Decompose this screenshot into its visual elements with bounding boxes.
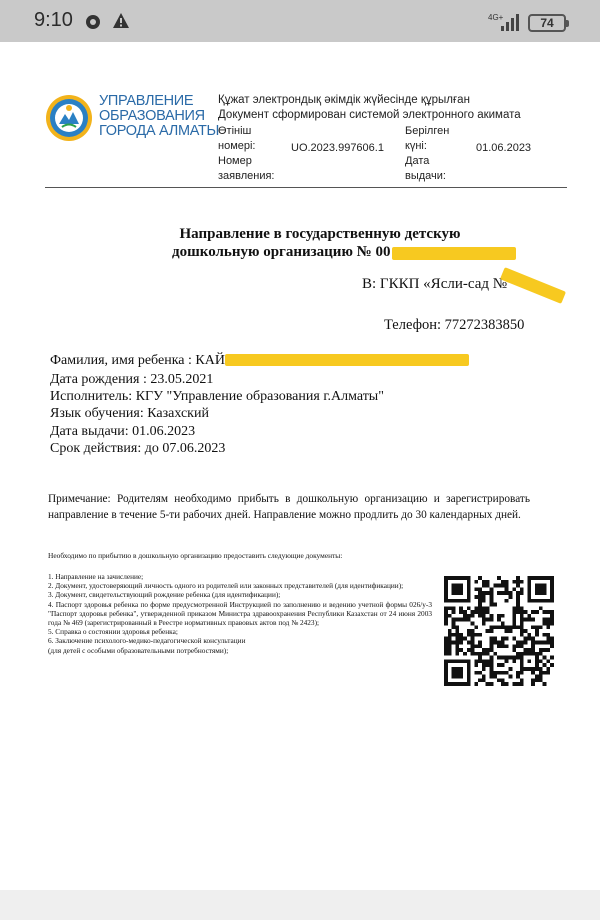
list-item: 3. Документ, свидетельствующий рождение ребенка (для идентификации);: [48, 590, 281, 600]
list-item: 4. Паспорт здоровья ребенка по форме предусмотренной Инструкцией по заполнению и ведению учетной формы 026/у-3 "Паспорт здоровья ребенка", утвержденной приказом Министра здравоохранения Республики Казахстан от 24 июня 2003 года № 469 (зарегистрированный в Реестре нормативных правовых актов под № 2423);: [48, 599, 432, 628]
application-number-value: UO.2023.997606.1: [291, 142, 384, 154]
battery-tip: [566, 20, 569, 27]
network-type: 4G+: [488, 13, 504, 22]
list-item: 5. Справка о состоянии здоровья ребенка;: [48, 627, 178, 637]
system-note-ru: Документ сформирован системой электронного акимата: [218, 109, 521, 121]
document-title-line1: Направление в государственную детскую: [179, 226, 461, 242]
issue-date-label: Берілген күні: Дата выдачи:: [405, 125, 450, 182]
issue-date-value: 01.06.2023: [476, 142, 532, 154]
redaction-mark: [392, 247, 516, 260]
executor: Исполнитель: КГУ "Управление образования г.Алматы": [50, 389, 384, 404]
recipient-phone: Телефон: 77272383850: [384, 317, 525, 333]
issue-date: Дата выдачи: 01.06.2023: [50, 424, 196, 439]
list-item: 6. Заключение психолого-медико-педагогической консультации: [48, 636, 246, 646]
status-bar: [0, 0, 600, 42]
almaty-emblem-icon: [45, 94, 93, 142]
navigation-bar: [0, 890, 600, 920]
document-title-line2: дошкольную организацию № 00: [172, 244, 391, 260]
qr-code: [444, 576, 554, 686]
clock: 9:10: [34, 9, 73, 31]
messenger-icon: [85, 14, 101, 30]
application-number-label: Өтініш номері: Номер заявления:: [218, 125, 275, 182]
recipient-organization: В: ГККП «Ясли-сад №: [362, 276, 508, 292]
documents-list: [48, 572, 432, 655]
list-item: 1. Направление на зачисление;: [48, 572, 144, 581]
redaction-mark: [500, 267, 566, 304]
birth-date: Дата рождения : 23.05.2021: [50, 372, 214, 387]
warning-icon: [112, 12, 130, 30]
logo-line: ОБРАЗОВАНИЯ: [99, 108, 205, 124]
validity: Срок действия: до 07.06.2023: [50, 441, 226, 456]
list-item: (для детей с особыми образовательными потребностями);: [48, 645, 229, 655]
battery-icon: 74: [528, 14, 566, 32]
signal-icon: [487, 11, 523, 33]
documents-intro: Необходимо по прибытию в дошкольную организацию предоставить следующие документы:: [48, 551, 343, 560]
child-name: Фамилия, имя ребенка : КАЙ: [50, 353, 225, 368]
redaction-mark: [225, 354, 469, 366]
header-divider: [45, 187, 567, 188]
logo-line: ГОРОДА АЛМАТЫ: [99, 123, 220, 139]
logo-line: УПРАВЛЕНИЕ: [99, 93, 194, 109]
note-paragraph: Примечание: Родителям необходимо прибыть в дошкольную организацию и зарегистрировать направление в течение 5-ти рабочих дней. Направление можно продлить до 30 календарных дней.: [48, 493, 530, 521]
organization-logo-text: [99, 94, 219, 139]
system-note-kz: Құжат электрондық әкімдік жүйесінде құрылған: [218, 94, 470, 106]
language: Язык обучения: Казахский: [50, 406, 209, 421]
list-item: 2. Документ, удостоверяющий личность одного из родителей или законных представителей (для идентификации);: [48, 581, 404, 591]
